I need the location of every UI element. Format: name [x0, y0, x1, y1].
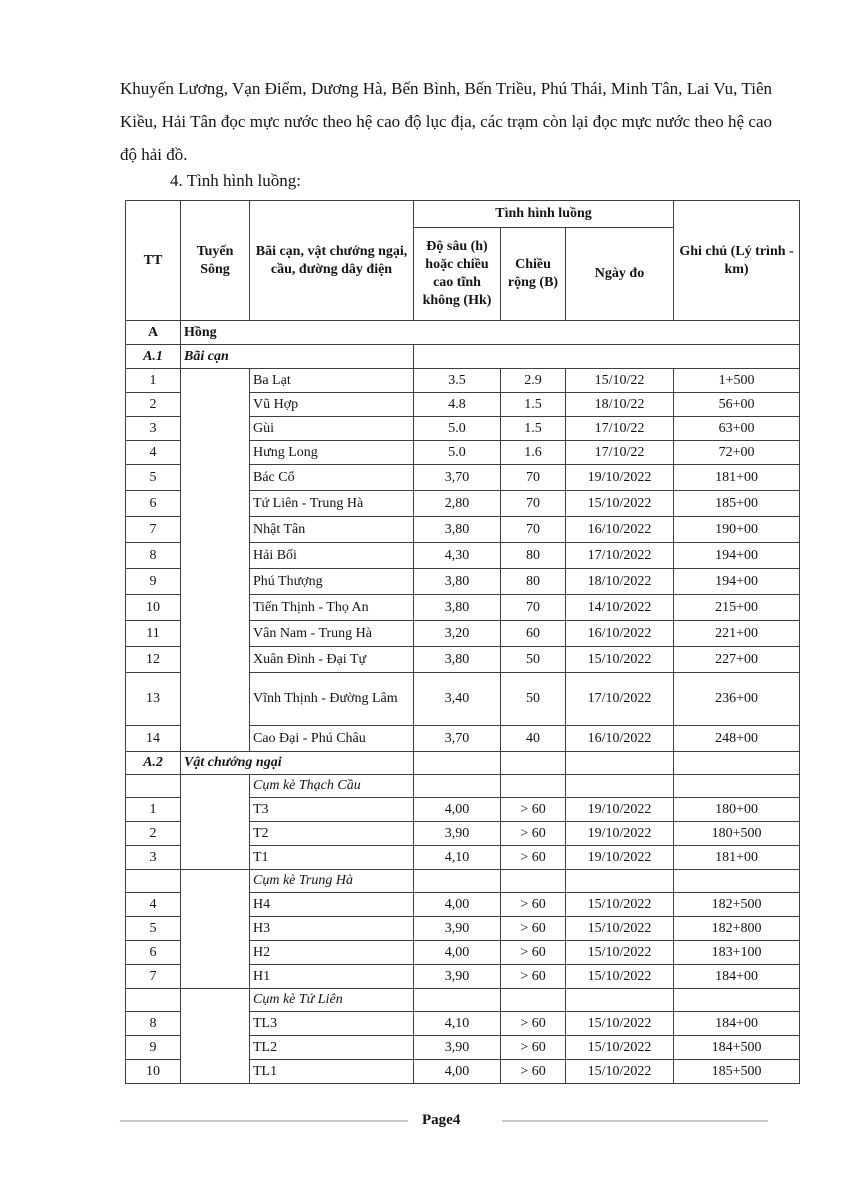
- depth-cell: 3,90: [414, 1036, 501, 1060]
- tt-cell: 8: [126, 543, 181, 569]
- date-cell: 15/10/2022: [566, 647, 674, 673]
- date-cell: 15/10/2022: [566, 941, 674, 965]
- date-cell: 15/10/2022: [566, 491, 674, 517]
- km-cell: 236+00: [674, 673, 800, 726]
- name-cell: Vũ Hợp: [250, 393, 414, 417]
- tt-cell: 1: [126, 798, 181, 822]
- group-label-cell: Cụm kè Tứ Liên: [250, 989, 414, 1012]
- km-cell: 181+00: [674, 465, 800, 491]
- width-cell: 40: [501, 726, 566, 752]
- date-cell: 15/10/2022: [566, 917, 674, 941]
- column-header-ghi-chu: Ghi chú (Lý trình - km): [674, 201, 800, 321]
- width-cell: 2.9: [501, 369, 566, 393]
- width-cell: > 60: [501, 822, 566, 846]
- footer-rule-right: [502, 1120, 768, 1122]
- name-cell: Vĩnh Thịnh - Đường Lâm: [250, 673, 414, 726]
- empty-cell: [501, 989, 566, 1012]
- empty-cell: [566, 870, 674, 893]
- km-cell: 194+00: [674, 543, 800, 569]
- empty-cell: [414, 870, 501, 893]
- date-cell: 15/10/2022: [566, 1060, 674, 1084]
- section-row-a: [126, 321, 800, 345]
- depth-cell: 3,40: [414, 673, 501, 726]
- depth-cell: 2,80: [414, 491, 501, 517]
- date-cell: 15/10/2022: [566, 1012, 674, 1036]
- width-cell: 1.5: [501, 393, 566, 417]
- tt-cell: [126, 870, 181, 893]
- column-header-ngay-do: Ngày đo: [566, 228, 674, 321]
- depth-cell: 3,80: [414, 517, 501, 543]
- date-cell: 19/10/2022: [566, 822, 674, 846]
- tt-cell: 6: [126, 491, 181, 517]
- tt-cell: 3: [126, 846, 181, 870]
- km-cell: 248+00: [674, 726, 800, 752]
- tt-cell: 5: [126, 465, 181, 491]
- group-label-cell: Cụm kè Trung Hà: [250, 870, 414, 893]
- name-cell: Bác Cổ: [250, 465, 414, 491]
- width-cell: 50: [501, 647, 566, 673]
- empty-cell: [501, 775, 566, 798]
- tuyen-song-cell: [181, 989, 250, 1084]
- date-cell: 19/10/2022: [566, 798, 674, 822]
- name-cell: TL1: [250, 1060, 414, 1084]
- name-cell: H3: [250, 917, 414, 941]
- depth-cell: 4,30: [414, 543, 501, 569]
- date-cell: 15/10/2022: [566, 1036, 674, 1060]
- name-cell: H2: [250, 941, 414, 965]
- date-cell: 15/10/2022: [566, 893, 674, 917]
- date-cell: 16/10/2022: [566, 517, 674, 543]
- luong-table: [125, 200, 800, 1084]
- name-cell: TL3: [250, 1012, 414, 1036]
- intro-paragraph: Khuyến Lương, Vạn Điểm, Dương Hà, Bến Bình, Bến Triều, Phú Thái, Minh Tân, Lai Vu, Tiên Kiều, Hải Tân đọc mực nước theo hệ cao độ lục địa, các trạm còn lại đọc mực nước theo hệ cao độ hải đồ.: [120, 79, 772, 164]
- date-cell: 19/10/2022: [566, 846, 674, 870]
- tt-cell: A.2: [126, 752, 181, 775]
- section-row-a1: [126, 345, 800, 369]
- column-header-chieu-rong: Chiều rộng (B): [501, 228, 566, 321]
- depth-cell: 3,80: [414, 569, 501, 595]
- km-cell: 182+800: [674, 917, 800, 941]
- date-cell: 19/10/2022: [566, 465, 674, 491]
- date-cell: 18/10/2022: [566, 569, 674, 595]
- tt-cell: 5: [126, 917, 181, 941]
- depth-cell: 3,90: [414, 917, 501, 941]
- width-cell: > 60: [501, 941, 566, 965]
- width-cell: 70: [501, 595, 566, 621]
- section-row-a2: [126, 752, 800, 775]
- width-cell: 80: [501, 543, 566, 569]
- date-cell: 17/10/2022: [566, 673, 674, 726]
- date-cell: 15/10/2022: [566, 965, 674, 989]
- depth-cell: 4,10: [414, 846, 501, 870]
- km-cell: 181+00: [674, 846, 800, 870]
- km-cell: 72+00: [674, 441, 800, 465]
- km-cell: 184+00: [674, 965, 800, 989]
- km-cell: 190+00: [674, 517, 800, 543]
- tt-cell: 2: [126, 822, 181, 846]
- empty-cell: [566, 752, 674, 775]
- width-cell: > 60: [501, 1060, 566, 1084]
- km-cell: 221+00: [674, 621, 800, 647]
- depth-cell: 3,90: [414, 965, 501, 989]
- column-header-tuyen-song: Tuyến Sông: [181, 201, 250, 321]
- name-cell: H4: [250, 893, 414, 917]
- width-cell: 60: [501, 621, 566, 647]
- section-heading: 4. Tình hình luồng:: [170, 171, 301, 190]
- depth-cell: 3,80: [414, 647, 501, 673]
- depth-cell: 4,00: [414, 798, 501, 822]
- tt-cell: 9: [126, 1036, 181, 1060]
- depth-cell: 3,70: [414, 465, 501, 491]
- table-row: [126, 369, 800, 393]
- empty-cell: [414, 752, 501, 775]
- tuyen-song-cell: [181, 775, 250, 870]
- width-cell: > 60: [501, 846, 566, 870]
- empty-cell: [674, 775, 800, 798]
- empty-cell: [414, 775, 501, 798]
- depth-cell: 5.0: [414, 441, 501, 465]
- page-number: Page4: [422, 1112, 461, 1128]
- depth-cell: 4,00: [414, 941, 501, 965]
- km-cell: 184+00: [674, 1012, 800, 1036]
- km-cell: 227+00: [674, 647, 800, 673]
- date-cell: 15/10/22: [566, 369, 674, 393]
- width-cell: > 60: [501, 1036, 566, 1060]
- empty-cell: [674, 870, 800, 893]
- date-cell: 17/10/22: [566, 441, 674, 465]
- tt-cell: 7: [126, 965, 181, 989]
- date-cell: 17/10/22: [566, 417, 674, 441]
- depth-cell: 3,70: [414, 726, 501, 752]
- width-cell: 70: [501, 491, 566, 517]
- tuyen-song-cell: [181, 870, 250, 989]
- empty-cell: [674, 752, 800, 775]
- tt-cell: 10: [126, 595, 181, 621]
- km-cell: 180+500: [674, 822, 800, 846]
- name-cell: Xuân Đình - Đại Tự: [250, 647, 414, 673]
- width-cell: > 60: [501, 965, 566, 989]
- name-cell: H1: [250, 965, 414, 989]
- name-cell: Tiến Thịnh - Thọ An: [250, 595, 414, 621]
- footer-rule-left: [120, 1120, 408, 1122]
- name-cell: Tứ Liên - Trung Hà: [250, 491, 414, 517]
- depth-cell: 3,80: [414, 595, 501, 621]
- depth-cell: 3,20: [414, 621, 501, 647]
- depth-cell: 4,00: [414, 893, 501, 917]
- width-cell: 70: [501, 517, 566, 543]
- name-cell: TL2: [250, 1036, 414, 1060]
- width-cell: > 60: [501, 893, 566, 917]
- name-cell: Ba Lạt: [250, 369, 414, 393]
- name-cell: Gùi: [250, 417, 414, 441]
- tt-cell: 7: [126, 517, 181, 543]
- depth-cell: 4.8: [414, 393, 501, 417]
- km-cell: 215+00: [674, 595, 800, 621]
- km-cell: 182+500: [674, 893, 800, 917]
- tt-cell: A.1: [126, 345, 181, 369]
- width-cell: > 60: [501, 1012, 566, 1036]
- tt-cell: 2: [126, 393, 181, 417]
- name-cell: Nhật Tân: [250, 517, 414, 543]
- km-cell: 1+500: [674, 369, 800, 393]
- name-cell: T2: [250, 822, 414, 846]
- date-cell: 18/10/22: [566, 393, 674, 417]
- tt-cell: 8: [126, 1012, 181, 1036]
- tt-cell: 4: [126, 893, 181, 917]
- table-header-row-1: [126, 201, 800, 228]
- km-cell: 63+00: [674, 417, 800, 441]
- tt-cell: 9: [126, 569, 181, 595]
- depth-cell: 3.5: [414, 369, 501, 393]
- tt-cell: 12: [126, 647, 181, 673]
- tt-cell: 11: [126, 621, 181, 647]
- tt-cell: A: [126, 321, 181, 345]
- empty-cell: [566, 989, 674, 1012]
- tt-cell: 6: [126, 941, 181, 965]
- tuyen-song-cell: [181, 369, 250, 752]
- group-row: [126, 989, 800, 1012]
- page-footer: [120, 1112, 768, 1129]
- width-cell: > 60: [501, 798, 566, 822]
- group-label-cell: Cụm kè Thạch Cầu: [250, 775, 414, 798]
- km-cell: 183+100: [674, 941, 800, 965]
- column-header-bai-can: Bãi cạn, vật chướng ngại, cầu, đường dây điện: [250, 201, 414, 321]
- tt-cell: 10: [126, 1060, 181, 1084]
- empty-cell: [674, 989, 800, 1012]
- name-cell: Hưng Long: [250, 441, 414, 465]
- tt-cell: 1: [126, 369, 181, 393]
- km-cell: 56+00: [674, 393, 800, 417]
- tt-cell: [126, 989, 181, 1012]
- empty-cell: [501, 870, 566, 893]
- width-cell: 1.5: [501, 417, 566, 441]
- section-label-cell: Hồng: [181, 321, 800, 345]
- width-cell: > 60: [501, 917, 566, 941]
- group-row: [126, 775, 800, 798]
- depth-cell: 5.0: [414, 417, 501, 441]
- name-cell: T1: [250, 846, 414, 870]
- tt-cell: 3: [126, 417, 181, 441]
- column-header-tinh-hinh-luong: Tình hình luồng: [414, 201, 674, 228]
- date-cell: 14/10/2022: [566, 595, 674, 621]
- km-cell: 185+500: [674, 1060, 800, 1084]
- km-cell: 185+00: [674, 491, 800, 517]
- km-cell: 194+00: [674, 569, 800, 595]
- date-cell: 17/10/2022: [566, 543, 674, 569]
- width-cell: 50: [501, 673, 566, 726]
- name-cell: Cao Đại - Phú Châu: [250, 726, 414, 752]
- width-cell: 80: [501, 569, 566, 595]
- empty-cell: [501, 752, 566, 775]
- km-cell: 184+500: [674, 1036, 800, 1060]
- tt-cell: [126, 775, 181, 798]
- group-row: [126, 870, 800, 893]
- name-cell: T3: [250, 798, 414, 822]
- empty-cell: [414, 989, 501, 1012]
- name-cell: Phú Thượng: [250, 569, 414, 595]
- date-cell: 16/10/2022: [566, 726, 674, 752]
- section-label-cell: Vật chướng ngại: [181, 752, 414, 775]
- column-header-do-sau: Độ sâu (h) hoặc chiều cao tĩnh không (Hk): [414, 228, 501, 321]
- tt-cell: 14: [126, 726, 181, 752]
- column-header-tt: TT: [126, 201, 181, 321]
- tt-cell: 4: [126, 441, 181, 465]
- name-cell: Hải Bối: [250, 543, 414, 569]
- empty-cell: [414, 345, 800, 369]
- depth-cell: 4,10: [414, 1012, 501, 1036]
- name-cell: Vân Nam - Trung Hà: [250, 621, 414, 647]
- width-cell: 70: [501, 465, 566, 491]
- section-label-cell: Bãi cạn: [181, 345, 414, 369]
- depth-cell: 3,90: [414, 822, 501, 846]
- date-cell: 16/10/2022: [566, 621, 674, 647]
- tt-cell: 13: [126, 673, 181, 726]
- width-cell: 1.6: [501, 441, 566, 465]
- empty-cell: [566, 775, 674, 798]
- km-cell: 180+00: [674, 798, 800, 822]
- depth-cell: 4,00: [414, 1060, 501, 1084]
